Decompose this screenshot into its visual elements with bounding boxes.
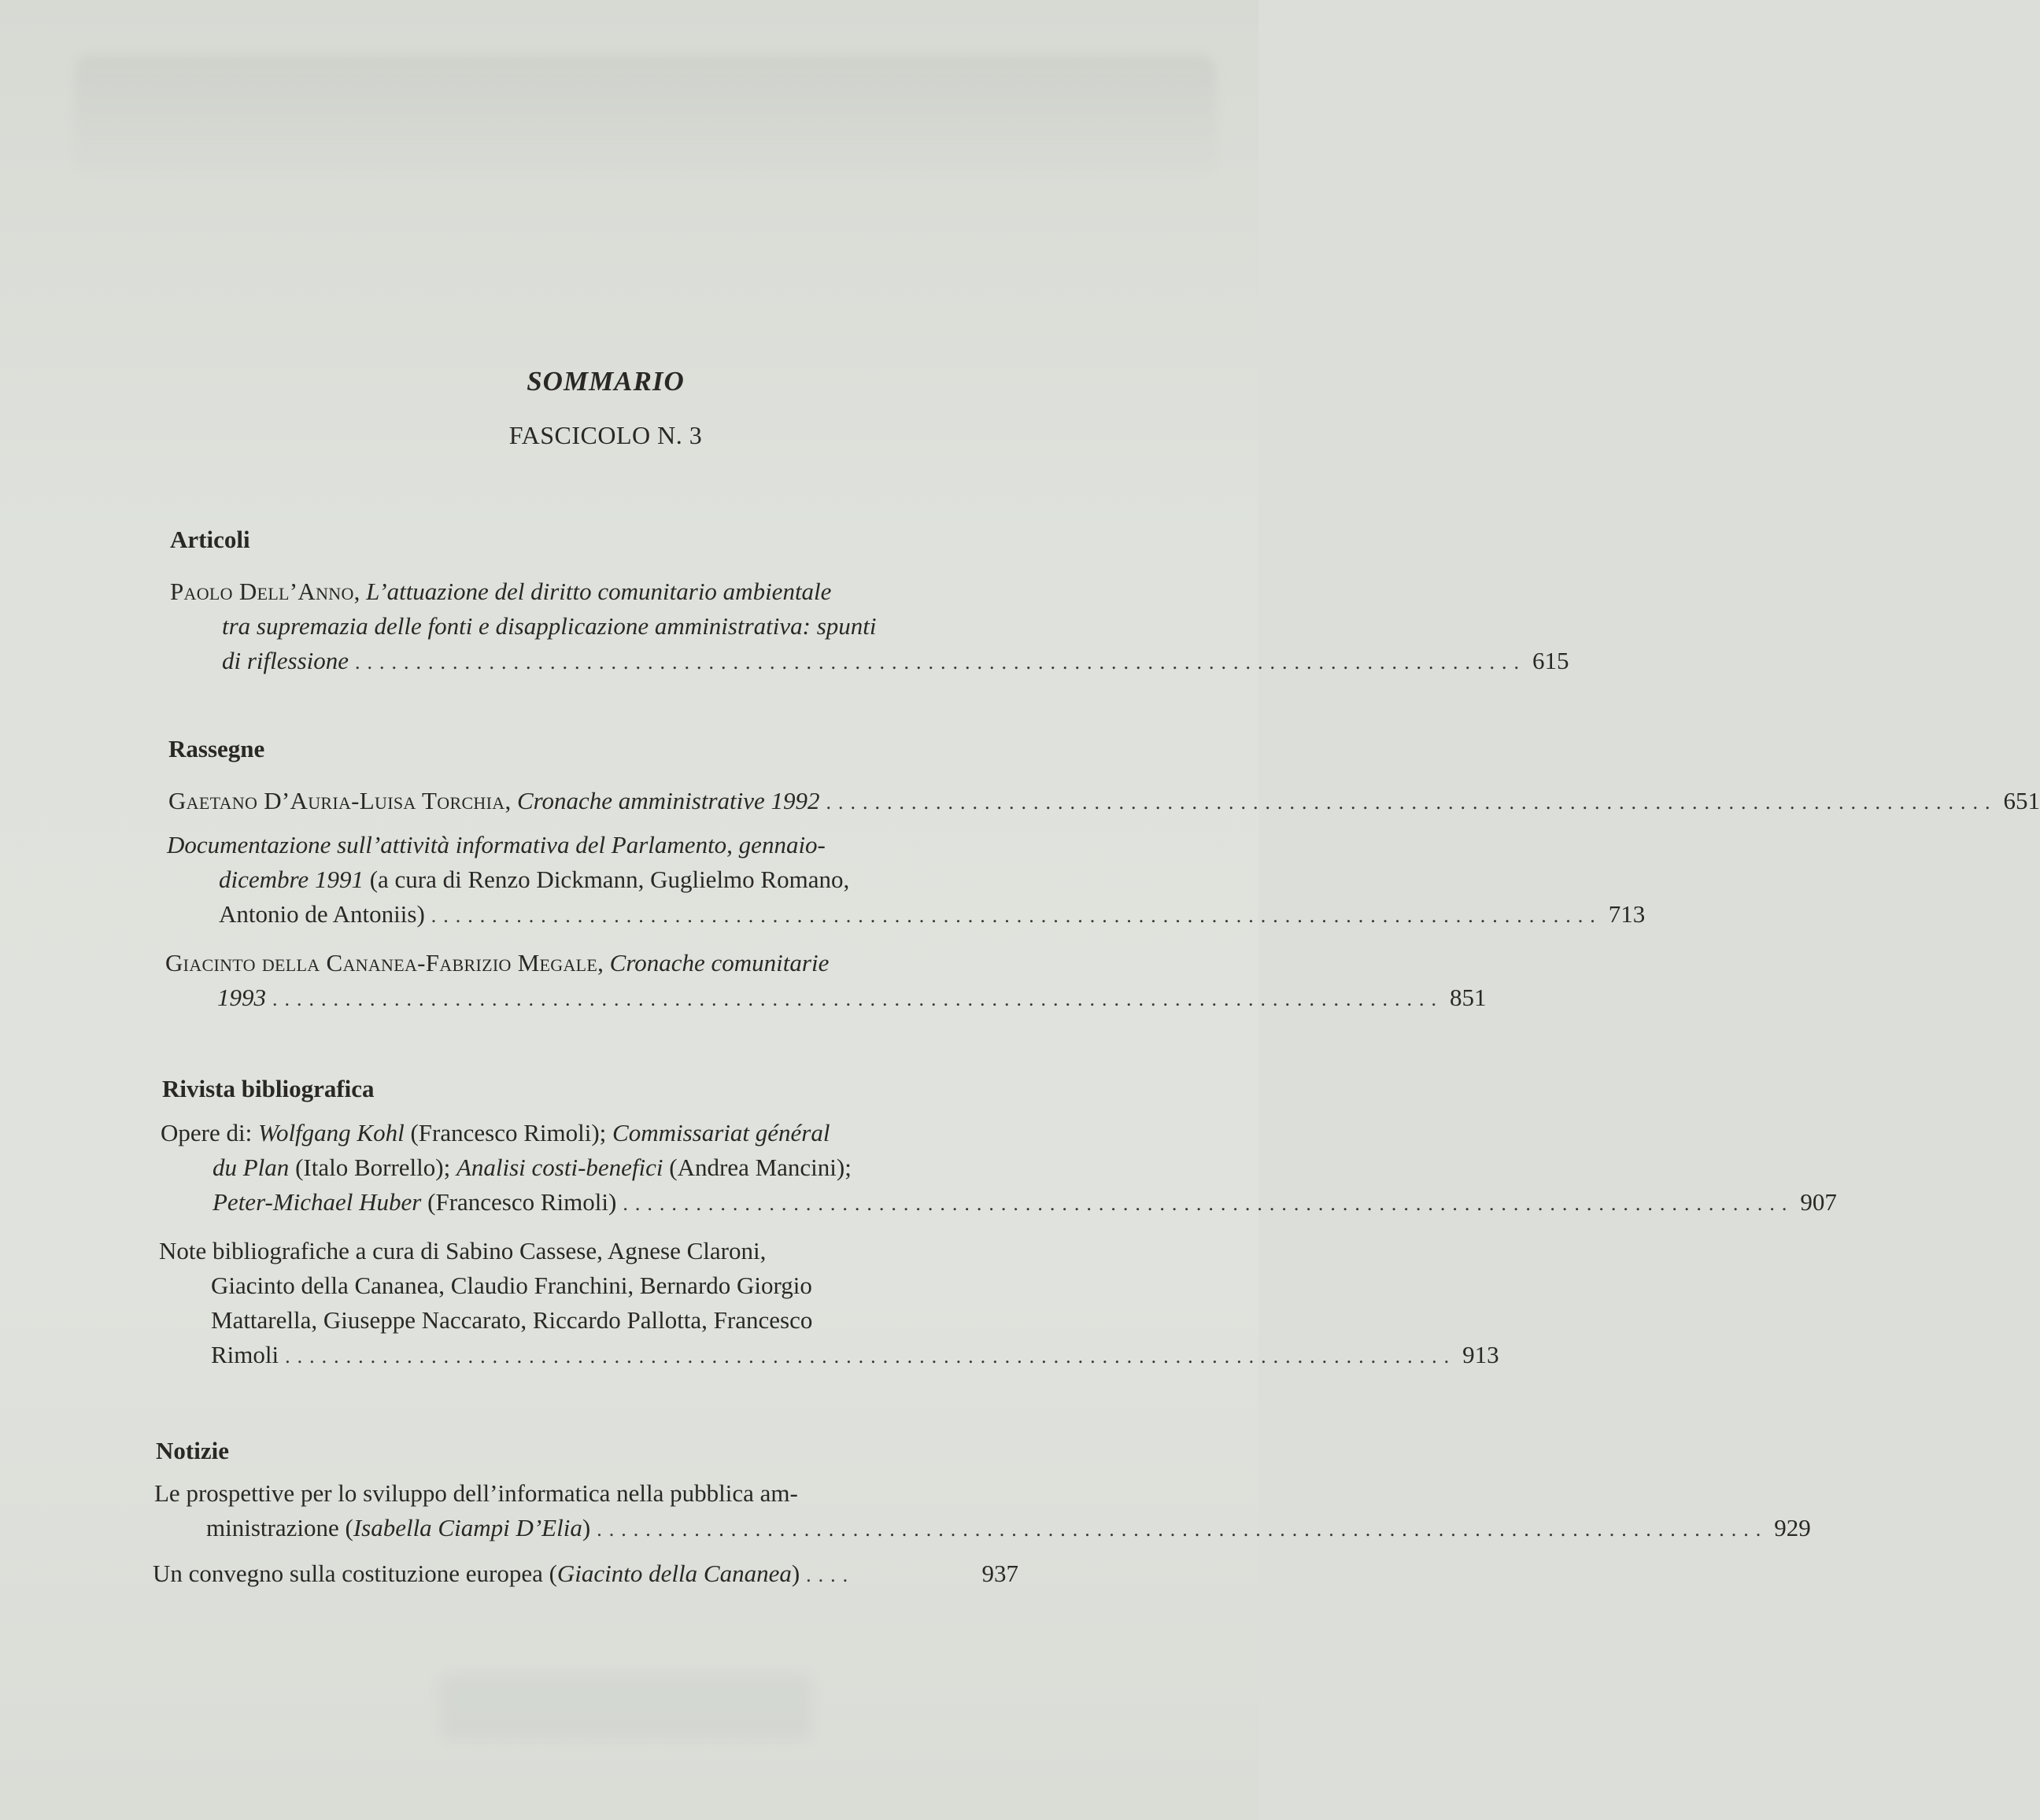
- entry-editors-line: Antonio de Antoniis): [219, 900, 425, 928]
- entry-title: Cronache amministrative 1992: [516, 787, 820, 814]
- entry-title-line: tra supremazia delle fonti e disapplicazione amministrativa: spunti: [222, 612, 877, 640]
- section-title-rivista: Rivista bibliografica: [162, 1075, 375, 1102]
- entry-title: L’attuazione del diritto comunitario ambientale: [366, 578, 832, 605]
- entry-title-line: Mattarella, Giuseppe Naccarato, Riccardo Pallotta, Francesco: [211, 1306, 813, 1334]
- work-author: Wolfgang Kohl: [257, 1119, 405, 1146]
- section-title-rassegne: Rassegne: [168, 735, 265, 762]
- entry-title: Note bibliografiche a cura di Sabino Cassese, Agnese Claroni,: [159, 1237, 767, 1264]
- leader-dots: ....: [806, 1563, 856, 1586]
- work-author: Peter-Michael Huber: [213, 1188, 422, 1216]
- toc-entry: Giacinto della Cananea-Fabrizio Megale, Cronache comunitarie 1993 ................................................................................................ 851: [165, 946, 1025, 1015]
- work-author: Commissariat général: [612, 1119, 830, 1146]
- entry-editors: (a cura di Renzo Dickmann, Guglielmo Romano,: [369, 866, 850, 893]
- reviewer: (Andrea Mancini);: [669, 1154, 852, 1181]
- page-number: 713: [1608, 900, 1646, 928]
- toc-entry: Gaetano D’Auria-Luisa Torchia, Cronache amministrative 1992 ................................................................................................ 651: [168, 784, 1023, 818]
- toc-entry: Opere di: Wolfgang Kohl (Francesco Rimoli); Commissariat général du Plan (Italo Borrello); Analisi costi-benefici (Andrea Mancini); Peter-Michael Huber (Francesco Rimoli) ................................................................................................ 907: [161, 1116, 1022, 1220]
- reviewer: (Francesco Rimoli): [427, 1188, 617, 1216]
- page-number: 913: [1462, 1341, 1499, 1368]
- entry-title-line: Rimoli: [211, 1341, 279, 1368]
- toc-entry: [159, 1234, 1499, 1372]
- leader-dots: ................................................................................................: [597, 1518, 1768, 1541]
- page-number: 851: [1450, 984, 1487, 1011]
- toc-entry: Un convegno sulla costituzione europea (Giacinto della Cananea) .... 937: [153, 1556, 1018, 1591]
- reviewer: (Francesco Rimoli);: [410, 1119, 607, 1146]
- toc-entry: Paolo Dell’Anno, L’attuazione del diritto comunitario ambientale tra supremazia delle fonti e disapplicazione amministrativa: spunti di riflessione ................................................................................................ 615: [170, 574, 1020, 678]
- section-title-articoli: Articoli: [170, 526, 250, 553]
- entry-title: Le prospettive per lo sviluppo dell’informatica nella pubblica am-: [154, 1479, 798, 1507]
- leader-dots: ................................................................................................: [272, 988, 1443, 1010]
- entry-author: Paolo Dell’Anno: [170, 578, 354, 605]
- entry-author: Gaetano D’Auria-Luisa Torchia: [168, 787, 505, 814]
- work-author: du Plan: [213, 1154, 290, 1181]
- entry-title-line: 1993: [217, 984, 266, 1011]
- page-number: 929: [1774, 1514, 1811, 1541]
- leader-dots: ................................................................................................: [623, 1192, 1794, 1215]
- entry-author: Giacinto della Cananea-Fabrizio Megale: [165, 949, 598, 976]
- page-number: 907: [1800, 1188, 1837, 1216]
- page-number: 937: [981, 1560, 1018, 1587]
- leader-dots: ................................................................................................: [826, 791, 1998, 814]
- toc-entry: Le prospettive per lo sviluppo dell’informatica nella pubblica am- ministrazione (Isabella Ciampi D’Elia) ................................................................................................ 929: [154, 1476, 1020, 1545]
- reviewer: (Italo Borrello);: [295, 1154, 451, 1181]
- bleed-through-text: [75, 55, 1216, 173]
- entry-title: Documentazione sull’attività informativa del Parlamento, gennaio-: [167, 831, 826, 858]
- entry-title: Cronache comunitarie: [609, 949, 830, 976]
- entry-author: Giacinto della Cananea: [556, 1560, 792, 1587]
- entry-title-line: dicembre 1991: [219, 866, 364, 893]
- issue-number: FASCICOLO N. 3: [508, 421, 703, 449]
- leader-dots: ................................................................................................: [355, 651, 1527, 674]
- contents-title: SOMMARIO: [527, 366, 685, 397]
- leader-dots: ................................................................................................: [285, 1345, 1457, 1368]
- leader-dots: ................................................................................................: [431, 904, 1602, 927]
- section-title-notizie: Notizie: [156, 1437, 229, 1464]
- page-number: 651: [2003, 787, 2040, 814]
- entry-title-line: di riflessione: [222, 647, 349, 674]
- toc-entry: [167, 828, 1646, 932]
- bleed-through-logo: [441, 1676, 811, 1739]
- work-author: Analisi costi-benefici: [456, 1154, 663, 1181]
- entry-title-line: Giacinto della Cananea, Claudio Franchini, Bernardo Giorgio: [211, 1272, 812, 1299]
- page-number: 615: [1532, 647, 1569, 674]
- entry-author: Isabella Ciampi D’Elia: [353, 1514, 582, 1541]
